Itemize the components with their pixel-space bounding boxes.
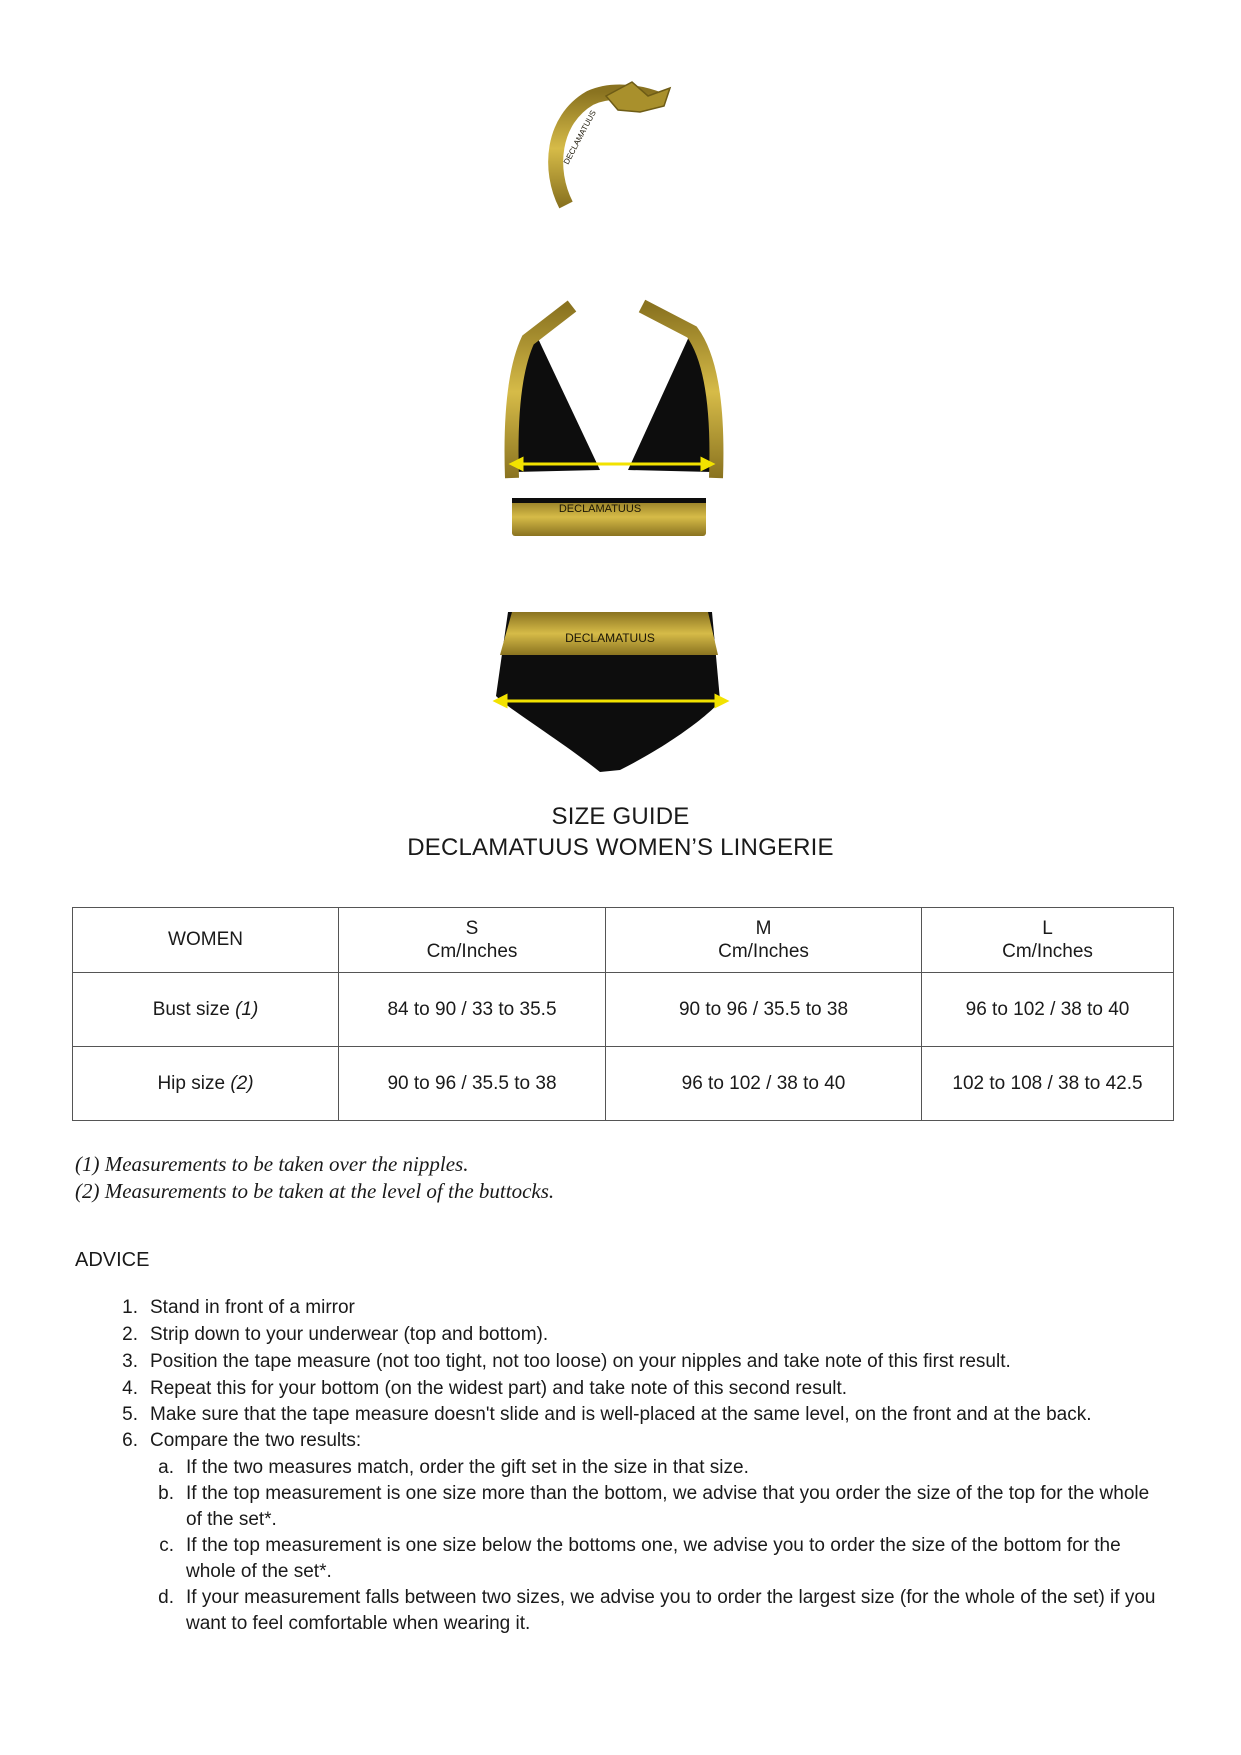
table-cell: 90 to 96 / 35.5 to 38 [339,1047,606,1121]
sub-list-item [159,1533,1170,1585]
row-label-hip [73,1047,339,1121]
size-label: L [1042,918,1053,939]
footnote-2: (2) Measurements to be taken at the level of the buttocks. [75,1179,555,1203]
list-text: If your measurement falls between two sizes, we advise you to order the largest size (for the whole of the set) if you want to feel comfortable when wearing it. [186,1587,1156,1634]
list-text: Repeat this for your bottom (on the widest part) and take note of this second result. [150,1378,848,1399]
list-text: Position the tape measure (not too tight, not too loose) on your nipples and take note of this first result. [150,1351,1011,1372]
unit-label: Cm/Inches [426,941,518,962]
neck-tie [556,82,670,205]
size-label: S [465,918,479,939]
table-cell: 96 to 102 / 38 to 40 [606,1047,922,1121]
page-title: SIZE GUIDE [551,803,690,830]
size-label: M [755,918,772,939]
footnote-ref: (1) [235,998,259,1020]
unit-label: Cm/Inches [718,941,809,962]
table-header-row [73,908,1174,973]
list-text: Stand in front of a mirror [150,1297,355,1318]
list-text: Make sure that the tape measure doesn't slide and is well-placed at the same level, on the front and at the back. [150,1404,1092,1425]
advice-heading: ADVICE [75,1249,150,1271]
sub-list-item [158,1481,1170,1533]
list-number: 1. [122,1297,138,1318]
table-cell: 102 to 108 / 38 to 42.5 [922,1047,1174,1121]
briefs [496,612,722,772]
table-cell: 84 to 90 / 33 to 35.5 [339,973,606,1047]
table-cell: 90 to 96 / 35.5 to 38 [606,973,922,1047]
row-label-text: Bust size [152,998,230,1020]
briefs-band-brand: DECLAMATUUS [565,631,655,645]
footnote-ref: (2) [230,1072,254,1094]
table-row-bust [73,973,1174,1047]
list-item [122,1322,1170,1348]
list-text: Compare the two results: [150,1430,362,1451]
list-number: 6. [122,1430,138,1451]
header-size-m [606,908,922,973]
header-size-l [922,908,1174,973]
list-number: 5. [122,1404,138,1425]
list-item [122,1349,1170,1375]
list-letter: a. [158,1457,174,1478]
sub-list-item [158,1585,1170,1637]
list-text: If the top measurement is one size more than the bottom, we advise that you order the size of the top for the whole of the set*. [186,1483,1150,1530]
page-subtitle: DECLAMATUUS WOMEN’S LINGERIE [407,834,834,861]
list-number: 4. [122,1378,138,1399]
list-item [122,1428,1170,1454]
bra-band-brand: DECLAMATUUS [558,503,642,515]
header-size-s [339,908,606,973]
footnote-1: (1) Measurements to be taken over the nipples. [75,1152,469,1176]
list-item [122,1295,1170,1321]
list-letter: d. [158,1587,174,1608]
list-text: If the two measures match, order the gift set in the size in that size. [186,1457,749,1478]
list-letter: b. [158,1483,174,1504]
row-label-text: Hip size [157,1072,226,1094]
list-item [122,1376,1170,1402]
list-number: 3. [122,1351,138,1372]
table-row-hip [73,1047,1174,1121]
list-letter: c. [159,1535,174,1556]
bra-top [512,306,720,536]
header-women: WOMEN [73,908,339,973]
table-cell: 96 to 102 / 38 to 40 [922,973,1174,1047]
list-text: If the top measurement is one size below the bottoms one, we advise you to order the size of the bottom for the whole of the set*. [186,1535,1121,1582]
list-item [122,1402,1170,1428]
list-number: 2. [122,1324,138,1345]
list-text: Strip down to your underwear (top and bottom). [150,1324,549,1345]
sub-list-item [158,1455,1170,1481]
neck-tie-brand: DECLAMATUUS [561,108,598,166]
lingerie-illustration [0,0,1241,790]
row-label-bust [73,973,339,1047]
size-table [72,907,1174,1121]
unit-label: Cm/Inches [1002,941,1093,962]
